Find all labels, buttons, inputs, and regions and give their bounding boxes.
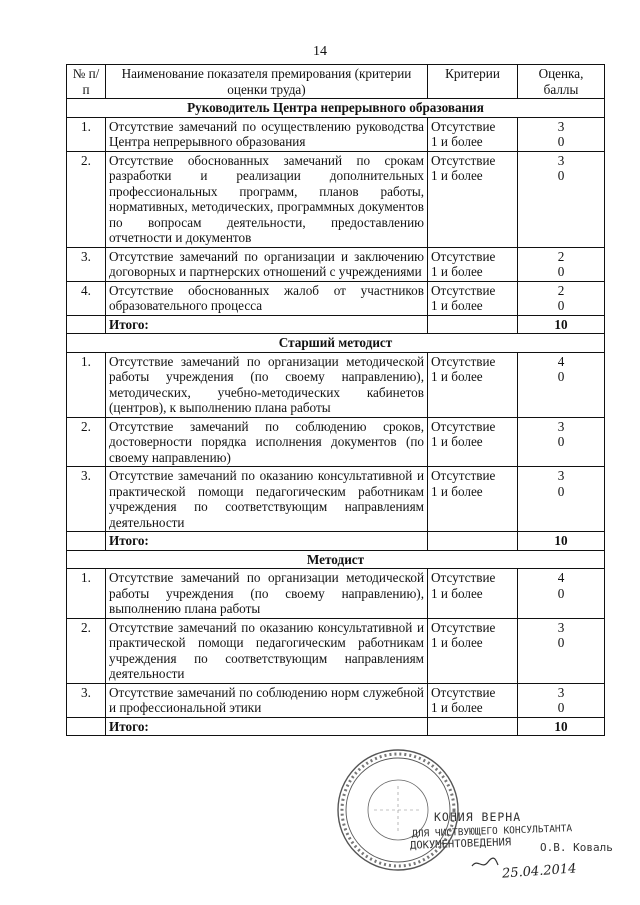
score-absence: 3 [557,118,565,134]
table-row [67,683,605,717]
certifier-department-text: ДОКУМЕНТОВЕДЕНИЯ [409,836,512,852]
total-value: 10 [518,532,605,551]
criteria-one-or-more: 1 и более [431,635,483,650]
score-cell [518,417,605,467]
score-absence: 3 [557,418,565,434]
indicator-name: Отсутствие замечаний по организации методической работы учреждения (по своему направлению), методических, учебно-методических кабинетов (центров), к выполнению плана работы [106,352,428,417]
total-row [67,532,605,551]
score-absence: 3 [557,684,565,700]
row-number: 2. [67,417,106,467]
score-cell [518,569,605,619]
score-absence: 3 [557,619,565,635]
criteria-one-or-more: 1 и более [431,585,483,601]
total-value: 10 [518,717,605,736]
indicator-name: Отсутствие замечаний по соблюдению норм служебной и профессиональной этики [106,683,428,717]
score-absence: 2 [557,282,565,298]
score-cell [518,467,605,532]
total-criteria-empty [428,315,518,334]
score-absence: 4 [557,570,565,585]
criteria-absence: Отсутствие [431,418,496,434]
row-number: 2. [67,618,106,683]
criteria-cell [428,683,518,717]
score-one-or-more: 0 [557,585,565,601]
criteria-cell [428,247,518,281]
criteria-absence: Отсутствие [431,248,496,264]
score-one-or-more: 0 [557,168,565,183]
table-row [67,352,605,417]
criteria-one-or-more: 1 и более [431,369,483,384]
criteria-absence: Отсутствие [431,118,496,134]
indicator-name: Отсутствие замечаний по оказанию консультативной и практической помощи педагогическим работникам учреждения по соответствующим направлениям деятельности [106,618,428,683]
total-num-empty [67,532,106,551]
table-header-row [67,65,605,99]
score-cell [518,281,605,315]
total-criteria-empty [428,717,518,736]
indicator-name: Отсутствие обоснованных жалоб от участников образовательного процесса [106,281,428,315]
table-row [67,417,605,467]
score-one-or-more: 0 [557,298,565,313]
score-one-or-more: 0 [557,134,565,149]
criteria-cell [428,569,518,619]
criteria-one-or-more: 1 и более [431,483,483,499]
score-absence: 2 [557,248,565,264]
criteria-absence: Отсутствие [431,684,496,700]
score-one-or-more: 0 [557,369,565,384]
score-one-or-more: 0 [557,635,565,650]
indicator-name: Отсутствие замечаний по осуществлению руководства Центра непрерывного образования [106,117,428,151]
section-title-row [67,334,605,353]
header-criteria: Критерии [428,65,518,99]
table-row [67,151,605,247]
score-absence: 3 [557,468,565,483]
copy-certified-text: КОПИЯ ВЕРНА [434,810,522,824]
criteria-one-or-more: 1 и более [431,434,483,449]
criteria-cell [428,352,518,417]
header-num: № п/п [67,65,106,99]
score-cell [518,151,605,247]
table-row [67,569,605,619]
row-number: 3. [67,683,106,717]
signature-mark [470,856,500,870]
total-label: Итого: [106,717,428,736]
criteria-cell [428,417,518,467]
score-one-or-more: 0 [557,434,565,449]
criteria-cell [428,281,518,315]
total-num-empty [67,717,106,736]
bonus-criteria-table [66,64,605,736]
criteria-absence: Отсутствие [431,619,496,635]
criteria-one-or-more: 1 и более [431,134,483,149]
score-absence: 4 [557,353,565,369]
row-number: 1. [67,117,106,151]
criteria-absence: Отсутствие [431,570,496,585]
row-number: 1. [67,569,106,619]
indicator-name: Отсутствие замечаний по организации и заключению договорных и партнерских отношений с учреждениями [106,247,428,281]
indicator-name: Отсутствие замечаний по соблюдению сроков, достоверности порядка исполнения документов (по своему направлению) [106,417,428,467]
criteria-one-or-more: 1 и более [431,264,483,279]
row-number: 1. [67,352,106,417]
table-row [67,618,605,683]
indicator-name: Отсутствие замечаний по организации методической работы учреждения (по своему направлению), выполнению плана работы [106,569,428,619]
total-label: Итого: [106,532,428,551]
score-one-or-more: 0 [557,264,565,279]
total-label: Итого: [106,315,428,334]
total-criteria-empty [428,532,518,551]
criteria-cell [428,618,518,683]
table-row [67,281,605,315]
total-value: 10 [518,315,605,334]
criteria-one-or-more: 1 и более [431,168,483,183]
section-title-row [67,550,605,569]
certification-date: 25.04.2014 [501,861,577,882]
score-cell [518,618,605,683]
total-row [67,315,605,334]
table-row [67,467,605,532]
total-row [67,717,605,736]
score-cell [518,352,605,417]
section-title: Старший методист [67,334,605,353]
row-number: 2. [67,151,106,247]
criteria-one-or-more: 1 и более [431,700,483,715]
section-title: Руководитель Центра непрерывного образования [67,99,605,118]
criteria-absence: Отсутствие [431,152,496,168]
criteria-one-or-more: 1 и более [431,298,483,313]
row-number: 3. [67,467,106,532]
row-number: 3. [67,247,106,281]
score-cell [518,683,605,717]
table-row [67,247,605,281]
header-score: Оценка, баллы [518,65,605,99]
section-title-row [67,99,605,118]
page-number: 14 [313,44,327,59]
criteria-absence: Отсутствие [431,282,496,298]
indicator-name: Отсутствие замечаний по оказанию консультативной и практической помощи педагогическим работникам учреждения по соответствующим направлениям деятельности [106,467,428,532]
score-one-or-more: 0 [557,483,565,499]
row-number: 4. [67,281,106,315]
header-name: Наименование показателя премирования (критерии оценки труда) [106,65,428,99]
certifier-name: О.В. Коваль [540,841,613,854]
section-title: Методист [67,550,605,569]
score-one-or-more: 0 [557,700,565,715]
table-body [67,65,605,736]
score-absence: 3 [557,152,565,168]
criteria-cell [428,151,518,247]
criteria-cell [428,467,518,532]
indicator-name: Отсутствие обоснованных замечаний по срокам разработки и реализации дополнительных профессиональных программ, планов работы, нормативных, методических, программных документов по вопросам деятельности, предоставлению отчетности и документов [106,151,428,247]
criteria-absence: Отсутствие [431,353,496,369]
criteria-absence: Отсутствие [431,468,496,483]
table-row [67,117,605,151]
score-cell [518,247,605,281]
certifier-position-text: ДЛЯ ЧИСТВУЮЩЕГО КОНСУЛЬТАНТА [411,823,573,840]
total-num-empty [67,315,106,334]
score-cell [518,117,605,151]
criteria-cell [428,117,518,151]
